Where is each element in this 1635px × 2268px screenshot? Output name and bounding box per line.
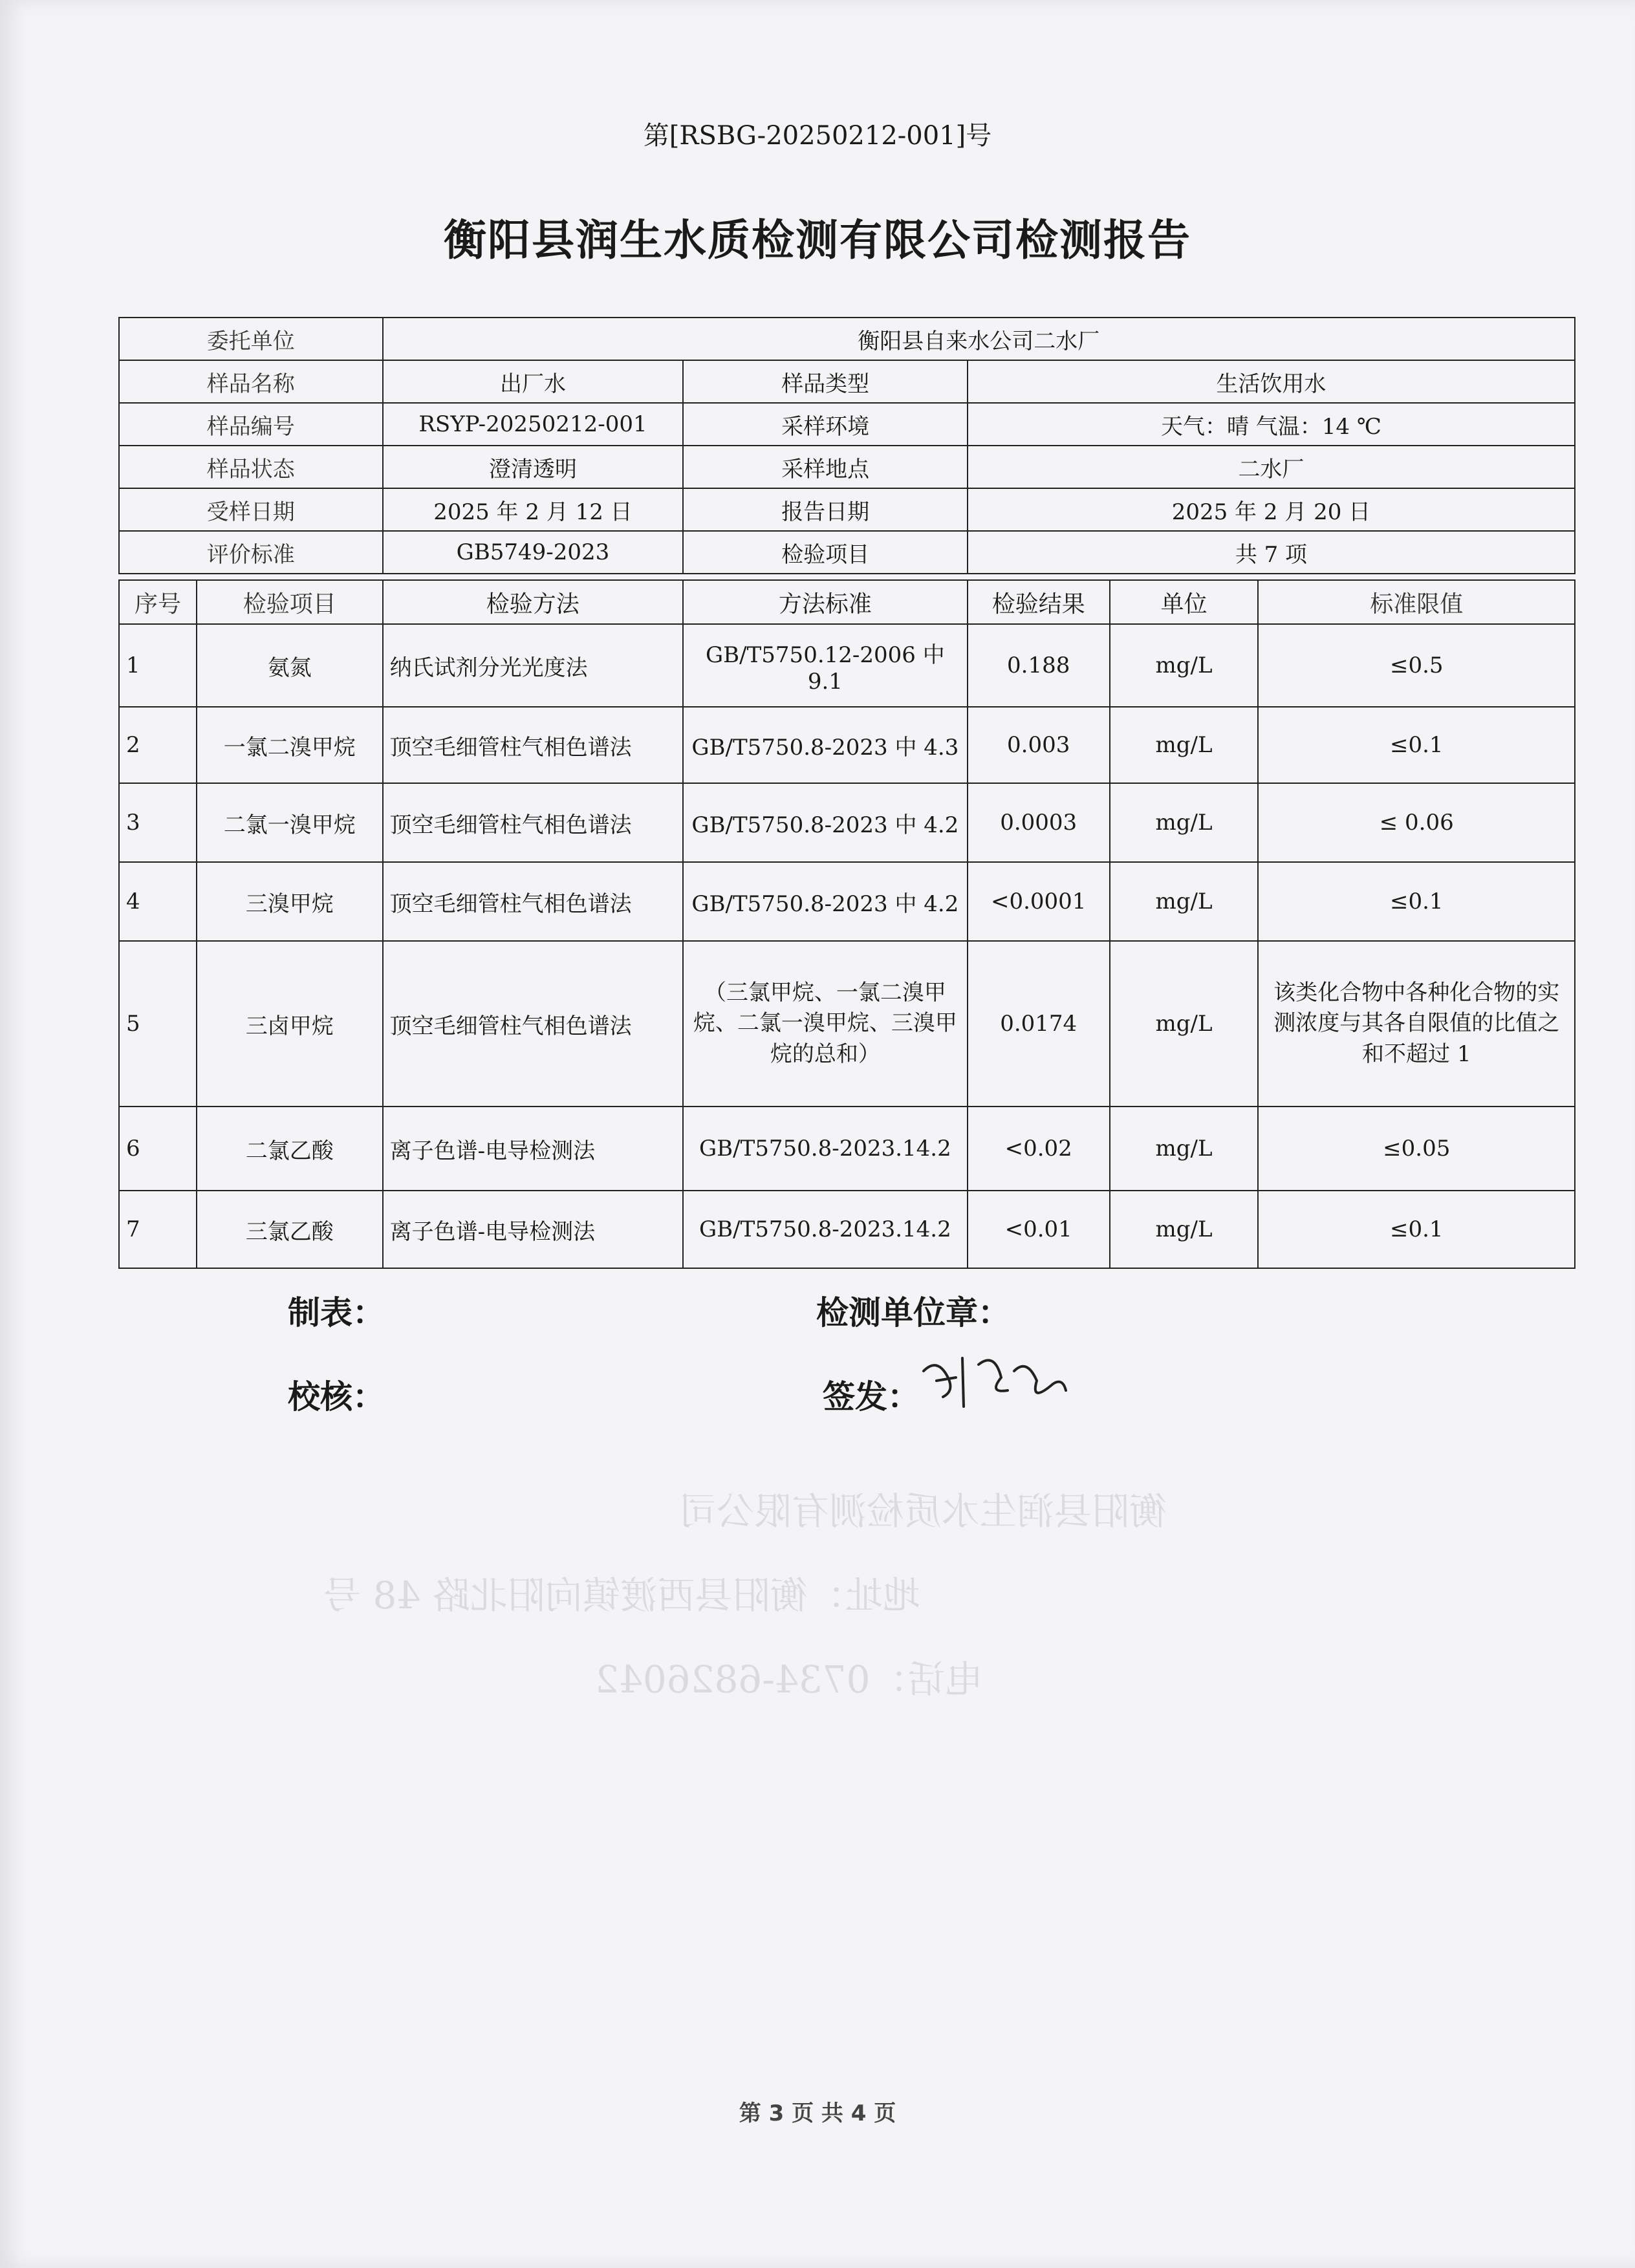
bleed-through-line: 衡阳县润生水质检测有限公司 xyxy=(679,1489,1167,1533)
handwritten-signature xyxy=(917,1345,1072,1416)
row-item: 三氯乙酸 xyxy=(197,1191,383,1268)
sample-type-value: 生活饮用水 xyxy=(968,360,1575,403)
reviewed-by-label: 校核： xyxy=(288,1378,385,1416)
row-seq: 7 xyxy=(119,1191,197,1268)
sample-name-label: 样品名称 xyxy=(119,360,383,403)
client-label: 委托单位 xyxy=(119,318,383,360)
row-method: 离子色谱-电导检测法 xyxy=(383,1107,683,1191)
sample-info-table xyxy=(118,317,1575,574)
header-method: 检验方法 xyxy=(383,580,683,624)
items-label: 检验项目 xyxy=(683,531,968,574)
sample-id-value: RSYP-20250212-001 xyxy=(383,403,684,446)
report-date-label: 报告日期 xyxy=(683,488,968,531)
table-row xyxy=(119,1191,1575,1268)
document-number: 第[RSBG-20250212-001]号 xyxy=(643,121,992,151)
prepared-by-label: 制表： xyxy=(288,1294,385,1332)
results-table xyxy=(118,579,1575,1269)
table-row xyxy=(119,783,1575,862)
seal-label: 检测单位章： xyxy=(816,1294,1010,1332)
row-unit: mg/L xyxy=(1110,1107,1259,1191)
page-footer: 第 3 页 共 4 页 xyxy=(739,2101,896,2126)
row-seq: 1 xyxy=(119,624,197,707)
sample-state-value: 澄清透明 xyxy=(383,446,684,488)
row-method: 顶空毛细管柱气相色谱法 xyxy=(383,941,683,1107)
row-limit: ≤ 0.06 xyxy=(1258,783,1575,862)
row-seq: 4 xyxy=(119,862,197,941)
row-result: 0.003 xyxy=(968,707,1110,783)
row-method: 离子色谱-电导检测法 xyxy=(383,1191,683,1268)
standard-label: 评价标准 xyxy=(119,531,383,574)
row-seq: 2 xyxy=(119,707,197,783)
row-item: 氨氮 xyxy=(197,624,383,707)
row-limit: ≤0.5 xyxy=(1258,624,1575,707)
row-standard: GB/T5750.8-2023.14.2 xyxy=(683,1107,968,1191)
row-limit: ≤0.1 xyxy=(1258,862,1575,941)
row-result: <0.02 xyxy=(968,1107,1110,1191)
row-method: 纳氏试剂分光光度法 xyxy=(383,624,683,707)
row-unit: mg/L xyxy=(1110,624,1259,707)
items-value: 共 7 项 xyxy=(968,531,1575,574)
row-result: 0.0174 xyxy=(968,941,1110,1107)
received-date-value: 2025 年 2 月 12 日 xyxy=(383,488,684,531)
header-limit: 标准限值 xyxy=(1258,580,1575,624)
standard-value: GB5749-2023 xyxy=(383,531,684,574)
row-item: 三卤甲烷 xyxy=(197,941,383,1107)
table-row xyxy=(119,707,1575,783)
received-date-label: 受样日期 xyxy=(119,488,383,531)
row-unit: mg/L xyxy=(1110,1191,1259,1268)
row-limit: 该类化合物中各种化合物的实测浓度与其各自限值的比值之和不超过 1 xyxy=(1258,941,1575,1107)
sample-id-label: 样品编号 xyxy=(119,403,383,446)
row-standard: GB/T5750.8-2023.14.2 xyxy=(683,1191,968,1268)
row-item: 二氯乙酸 xyxy=(197,1107,383,1191)
row-item: 一氯二溴甲烷 xyxy=(197,707,383,783)
header-seq: 序号 xyxy=(119,580,197,624)
row-standard: GB/T5750.8-2023 中 4.3 xyxy=(683,707,968,783)
row-limit: ≤0.1 xyxy=(1258,1191,1575,1268)
row-unit: mg/L xyxy=(1110,941,1259,1107)
page-title: 衡阳县润生水质检测有限公司检测报告 xyxy=(444,215,1191,265)
sampling-site-label: 采样地点 xyxy=(683,446,968,488)
sampling-env-label: 采样环境 xyxy=(683,403,968,446)
bleed-through-line: 地址：衡阳县西渡镇向阳北路 48 号 xyxy=(323,1573,920,1617)
sample-name-value: 出厂水 xyxy=(383,360,684,403)
issued-by-label: 签发： xyxy=(823,1378,920,1416)
row-result: <0.0001 xyxy=(968,862,1110,941)
row-unit: mg/L xyxy=(1110,783,1259,862)
row-standard: GB/T5750.8-2023 中 4.2 xyxy=(683,783,968,862)
table-row xyxy=(119,941,1575,1107)
row-standard: GB/T5750.12-2006 中 9.1 xyxy=(683,624,968,707)
row-method: 顶空毛细管柱气相色谱法 xyxy=(383,783,683,862)
row-result: <0.01 xyxy=(968,1191,1110,1268)
row-item: 二氯一溴甲烷 xyxy=(197,783,383,862)
header-unit: 单位 xyxy=(1110,580,1259,624)
row-item: 三溴甲烷 xyxy=(197,862,383,941)
table-row xyxy=(119,1107,1575,1191)
row-unit: mg/L xyxy=(1110,862,1259,941)
row-result: 0.0003 xyxy=(968,783,1110,862)
client-value: 衡阳县自来水公司二水厂 xyxy=(383,318,1575,360)
sample-type-label: 样品类型 xyxy=(683,360,968,403)
row-limit: ≤0.1 xyxy=(1258,707,1575,783)
sample-state-label: 样品状态 xyxy=(119,446,383,488)
table-row xyxy=(119,624,1575,707)
row-limit: ≤0.05 xyxy=(1258,1107,1575,1191)
bleed-through-line: 电话：0734-6826042 xyxy=(595,1658,983,1701)
results-header-row xyxy=(119,580,1575,624)
table-row xyxy=(119,862,1575,941)
row-method: 顶空毛细管柱气相色谱法 xyxy=(383,862,683,941)
row-result: 0.188 xyxy=(968,624,1110,707)
row-standard: （三氯甲烷、一氯二溴甲烷、二氯一溴甲烷、三溴甲烷的总和） xyxy=(683,941,968,1107)
row-method: 顶空毛细管柱气相色谱法 xyxy=(383,707,683,783)
row-standard: GB/T5750.8-2023 中 4.2 xyxy=(683,862,968,941)
sampling-site-value: 二水厂 xyxy=(968,446,1575,488)
report-date-value: 2025 年 2 月 20 日 xyxy=(968,488,1575,531)
header-item: 检验项目 xyxy=(197,580,383,624)
row-seq: 5 xyxy=(119,941,197,1107)
header-result: 检验结果 xyxy=(968,580,1110,624)
row-unit: mg/L xyxy=(1110,707,1259,783)
row-seq: 3 xyxy=(119,783,197,862)
row-seq: 6 xyxy=(119,1107,197,1191)
header-standard: 方法标准 xyxy=(683,580,968,624)
sampling-env-value: 天气：晴 气温：14 ℃ xyxy=(968,403,1575,446)
